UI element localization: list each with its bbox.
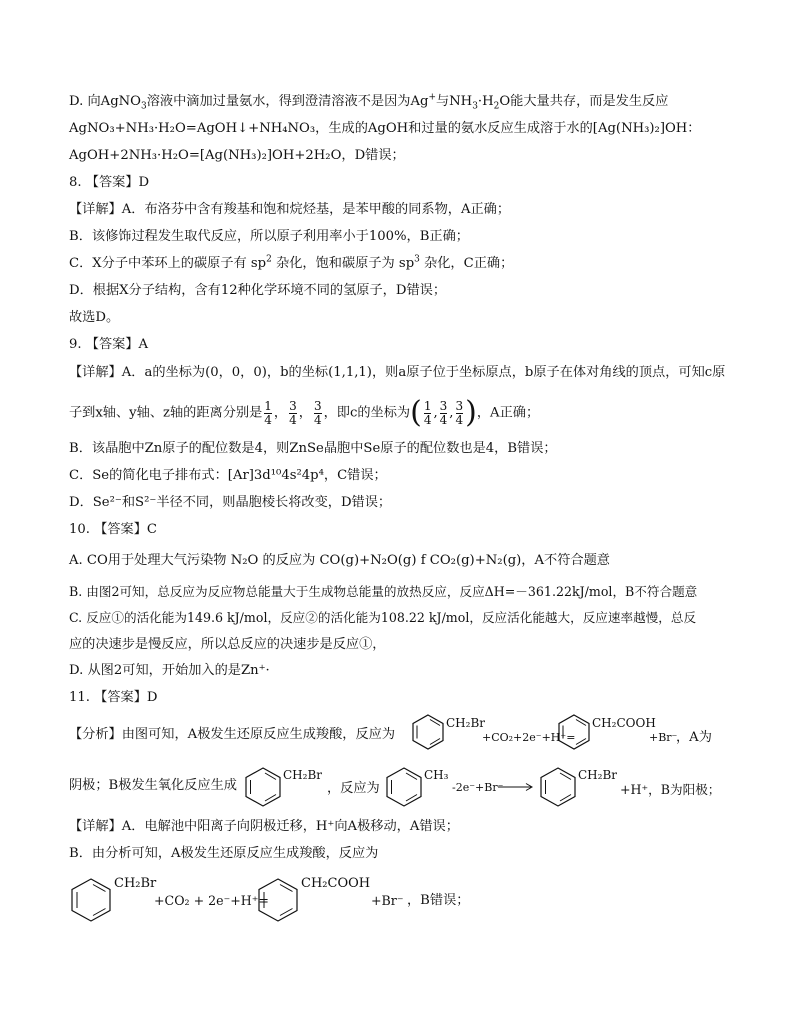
ch2br-label: CH₂Br [114, 876, 157, 891]
fraction: $\frac{3}{4}$ [455, 398, 464, 427]
q10-option-a: A. CO用于处理大气污染物 N₂O 的反应为 CO(g)+N₂O(g) f CO₂(g)+N₂(g)，A不符合题意 [69, 553, 610, 568]
reaction-1-middle: +CO₂+2e⁻+H⁺= [482, 731, 576, 744]
benzene-ring-icon [556, 712, 592, 752]
q9-detail-b: B．该晶胞中Zn原子的配位数是4，则ZnSe晶胞中Se原子的配位数也是4，B错误； [69, 441, 557, 456]
q11-analysis-2-mid: ，反应为 [327, 781, 380, 796]
ch2br-label: CH₂Br [283, 768, 323, 782]
q8-detail-c: C．X分子中苯环上的碳原子有 $sp^2$ 杂化，饱和碳原子为 $sp^3$ 杂化，C正确； [69, 254, 514, 271]
q11-detail-a: 【详解】A．电解池中阳离子向阴极迁移，H⁺向A极移动，A错误； [69, 819, 459, 834]
q11-analysis-1-tail: ，A为 [676, 730, 712, 745]
d-line-2: AgNO₃+NH₃·H₂O=AgOH↓+NH₄NO₃，生成的AgOH和过量的氨水反应生成溶于水的[Ag(NH₃)₂]OH： [69, 121, 701, 136]
fraction: $\frac{3}{4}$ [289, 398, 297, 427]
q8-detail-a: 【详解】A．布洛芬中含有羧基和饱和烷烃基，是苯甲酸的同系物，A正确； [69, 202, 511, 217]
d-line-1: D. 向AgNO$_3$溶液中滴加过量氨水，得到澄清溶液不是因为Ag+与$NH_3\cdot H_2O$能大量共存，而是发生反应 [69, 92, 669, 112]
benzene-ring-icon [538, 765, 578, 809]
q9-detail-a2: 子到x轴、y轴、z轴的距离分别是 $\frac{1}{4}$ ， $\frac{3}{4}$ ， $\frac{3}{4}$ ，即c的坐标为( $\frac{1}{4}$ , $\frac{3}{4}$ , $\frac{3}{4}$ )，A正确； [69, 395, 540, 430]
d-line-3: AgOH+2NH₃·H₂O=[Ag(NH₃)₂]OH+2H₂O，D错误； [69, 148, 405, 163]
fraction: $\frac{1}{4}$ [264, 398, 272, 427]
benzene-ring-icon [256, 876, 300, 924]
big-reaction-middle: +CO₂ + 2e⁻+H⁺= [154, 893, 269, 908]
q9-answer: 9. 【答案】A [69, 337, 149, 352]
reaction-arrow-icon [498, 782, 534, 792]
q10-option-c-1: C. 反应①的活化能为149.6 kJ/mol，反应②的活化能为108.22 kJ/mol，反应活化能越大，反应速率越慢，总反 [69, 610, 697, 625]
benzene-ring-icon [69, 876, 113, 924]
q10-option-d: D. 从图2可知，开始加入的是Zn⁺· [69, 663, 270, 678]
fraction: $\frac{1}{4}$ [423, 398, 432, 427]
benzene-ring-icon [410, 712, 446, 752]
reaction-1-end: +Br⁻ [649, 731, 678, 744]
q8-conclusion: 故选D。 [69, 310, 120, 325]
big-reaction-tail: ，B错误； [407, 893, 470, 908]
fraction: $\frac{3}{4}$ [313, 398, 322, 427]
q11-analysis-2: 阴极；B极发生氧化反应生成 [69, 778, 237, 793]
benzene-ring-icon [384, 765, 424, 809]
benzene-ring-icon [243, 765, 283, 809]
q9-detail-c: C．Se的简化电子排布式：[Ar]3d¹⁰4s²4p⁴，C错误； [69, 468, 387, 483]
q8-answer: 8. 【答案】D [69, 175, 150, 190]
ch2br-label: CH₂Br [446, 716, 486, 730]
reaction-2-middle: -2e⁻+Br⁻ [452, 781, 504, 794]
q10-answer: 10. 【答案】C [69, 522, 158, 537]
ch3-label: CH₃ [424, 768, 449, 782]
fraction: $\frac{3}{4}$ [439, 398, 448, 427]
q9-detail-a1: 【详解】A．a的坐标为(0，0，0)，b的坐标(1,1,1)，则a原子位于坐标原点，b原子在体对角线的顶点，可知c原 [69, 365, 726, 380]
ch2br-label: CH₂Br [578, 768, 618, 782]
big-reaction-end: +Br⁻ [371, 893, 404, 908]
q8-detail-b: B．该修饰过程发生取代反应，所以原子利用率小于100%，B正确； [69, 229, 469, 244]
q10-option-b: B. 由图2可知，总反应为反应物总能量大于生成物总能量的放热反应，反应ΔH=－361.22kJ/mol，B不符合题意 [69, 584, 698, 599]
q9-detail-d: D．Se²⁻和S²⁻半径不同，则晶胞棱长将改变，D错误； [69, 495, 392, 510]
q11-answer: 11. 【答案】D [69, 690, 158, 705]
q8-detail-d: D．根据X分子结构，含有12种化学环境不同的氢原子，D错误； [69, 283, 447, 298]
ch2cooh-label: CH₂COOH [301, 876, 371, 891]
q11-analysis-1: 【分析】由图可知，A极发生还原反应生成羧酸，反应为 [69, 727, 396, 742]
q11-detail-b: B．由分析可知，A极发生还原反应生成羧酸，反应为 [69, 846, 379, 861]
ch2cooh-label: CH₂COOH [592, 716, 656, 730]
reaction-2-end: +H⁺，B为阳极； [620, 782, 721, 797]
q10-option-c-2: 应的决速步是慢反应，所以总反应的决速步是反应①， [69, 637, 386, 652]
